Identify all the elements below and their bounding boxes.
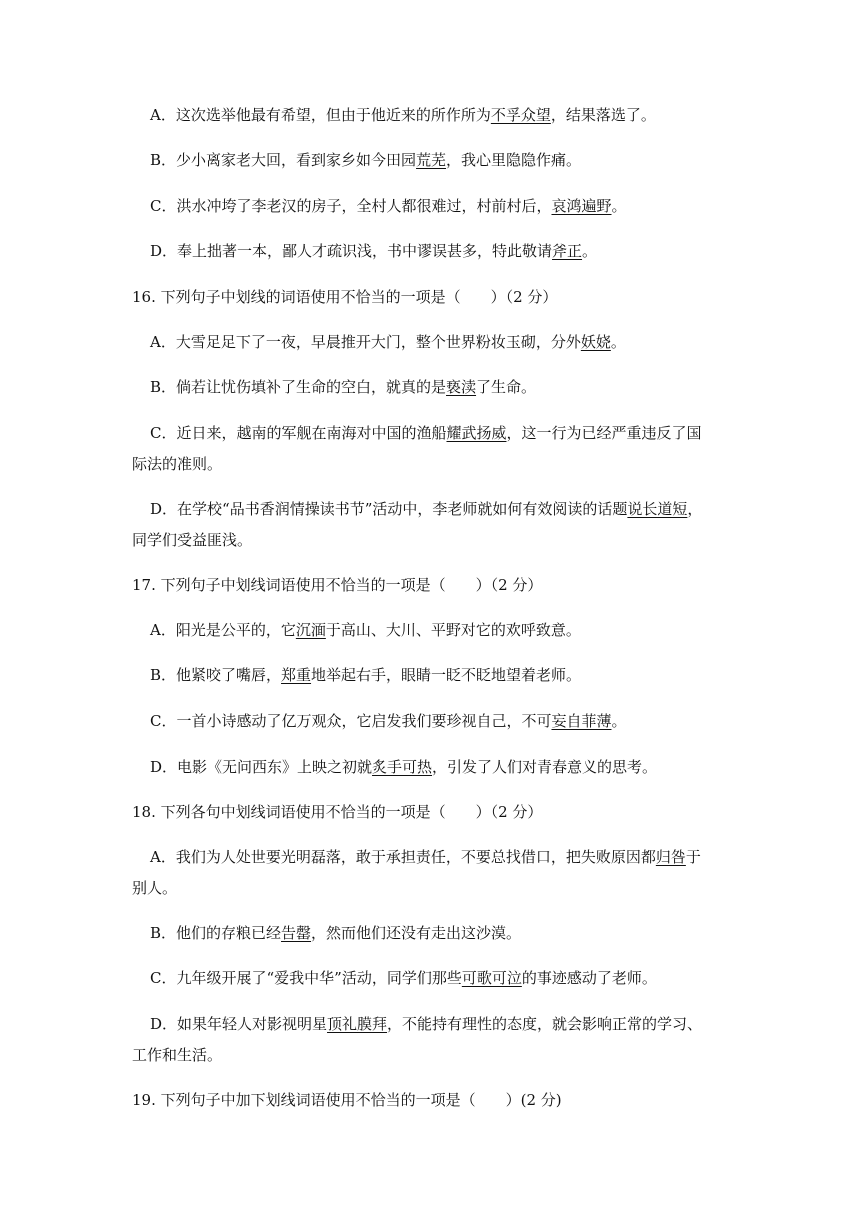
q16-option-b <box>0 377 860 397</box>
q16-option-a <box>0 332 860 352</box>
option-text: D．在学校“品书香润情操读书节”活动中，李老师就如何有效阅读的话题 <box>150 500 628 518</box>
underlined-term: 哀鸿遍野 <box>551 197 612 215</box>
q17-option-a <box>0 620 860 640</box>
option-text: ，这一行为已经严重违反了国 <box>506 424 702 442</box>
option-text: C．一首小诗感动了亿万观众，它启发我们要珍视自己，不可 <box>150 712 552 730</box>
q17-option-d <box>0 757 860 777</box>
underlined-term: 归咎 <box>655 848 686 866</box>
option-text: 。 <box>610 333 626 351</box>
option-text: D．奉上拙著一本，鄙人才疏识浅，书中谬误甚多，特此敬请 <box>150 242 553 260</box>
underlined-term: 沉湎 <box>295 621 326 639</box>
q16-stem: 16. 下列句子中划线的词语使用不恰当的一项是（ ）（2 分） <box>132 288 558 306</box>
q19-stem: 19. 下列句子中加下划线词语使用不恰当的一项是（ ）(2 分) <box>132 1091 562 1109</box>
q15-option-d <box>0 241 860 261</box>
option-text: B．他紧咬了嘴唇， <box>150 666 282 684</box>
q15-option-c <box>0 196 860 216</box>
underlined-term: 顶礼膜拜 <box>327 1015 388 1033</box>
option-text: A．这次选举他最有希望，但由于他近来的所作所为 <box>150 106 491 124</box>
underlined-term: 炙手可热 <box>372 758 433 776</box>
option-text: C．九年级开展了“爱我中华”活动，同学们那些 <box>150 969 462 987</box>
underlined-term: 斧正 <box>552 242 583 260</box>
q18-stem: 18. 下列各句中划线词语使用不恰当的一项是（ ）（2 分） <box>132 803 543 821</box>
option-text: ，然而他们还没有走出这沙漠。 <box>311 924 522 942</box>
underlined-term: 可歌可泣 <box>461 969 522 987</box>
option-text: ， <box>687 500 703 518</box>
q15-option-b <box>0 150 860 170</box>
underlined-term: 郑重 <box>281 666 312 684</box>
option-text: ，结果落选了。 <box>550 106 656 124</box>
q17-option-b <box>0 665 860 685</box>
option-text: C．洪水冲垮了李老汉的房子，全村人都很难过，村前村后， <box>150 197 552 215</box>
underlined-term: 妖娆 <box>580 333 611 351</box>
option-text: D．如果年轻人对影视明星 <box>150 1015 328 1033</box>
underlined-term: 不孚众望 <box>490 106 551 124</box>
option-text: ，我心里隐隐作痛。 <box>446 151 582 169</box>
q16-option-c <box>0 423 860 443</box>
option-text: B．少小离家老大回，看到家乡如今田园 <box>150 151 417 169</box>
option-text: A．我们为人处世要光明磊落，敢于承担责任，不要总找借口，把失败原因都 <box>150 848 656 866</box>
q16-option-c-continued: 际法的准则。 <box>132 455 223 473</box>
option-text: D．电影《无问西东》上映之初就 <box>150 758 373 776</box>
option-text: 。 <box>611 712 627 730</box>
q16-option-d <box>0 499 860 519</box>
option-text: ，不能持有理性的态度，就会影响正常的学习、 <box>387 1015 703 1033</box>
q18-option-d <box>0 1014 860 1034</box>
underlined-term: 说长道短 <box>627 500 688 518</box>
option-text: A．大雪足足下了一夜，早晨推开大门，整个世界粉妆玉砌，分外 <box>150 333 581 351</box>
option-text: 地举起右手，眼睛一眨不眨地望着老师。 <box>311 666 582 684</box>
option-text: 于 <box>685 848 701 866</box>
q16-option-d-continued: 同学们受益匪浅。 <box>132 531 253 549</box>
q15-option-a <box>0 105 860 125</box>
option-text: ，引发了人们对青春意义的思考。 <box>432 758 658 776</box>
q18-option-a-continued: 别人。 <box>132 879 178 897</box>
option-text: 。 <box>582 242 598 260</box>
option-text: C．近日来，越南的军舰在南海对中国的渔船 <box>150 424 447 442</box>
underlined-term: 荒芜 <box>416 151 447 169</box>
underlined-term: 亵渎 <box>446 378 477 396</box>
underlined-term: 耀武扬威 <box>446 424 507 442</box>
q17-stem: 17. 下列句子中划线词语使用不恰当的一项是（ ）（2 分） <box>132 576 543 594</box>
option-text: B．他们的存粮已经 <box>150 924 282 942</box>
option-text: 。 <box>611 197 627 215</box>
option-text: 的事迹感动了老师。 <box>521 969 657 987</box>
q18-option-a <box>0 847 860 867</box>
option-text: B．倘若让忧伤填补了生命的空白，就真的是 <box>150 378 447 396</box>
underlined-term: 告罄 <box>281 924 312 942</box>
option-text: A．阳光是公平的，它 <box>150 621 296 639</box>
underlined-term: 妄自菲薄 <box>551 712 612 730</box>
q17-option-c <box>0 711 860 731</box>
option-text: 了生命。 <box>476 378 537 396</box>
q18-option-c <box>0 968 860 988</box>
q18-option-d-continued: 工作和生活。 <box>132 1046 223 1064</box>
option-text: 于高山、大川、平野对它的欢呼致意。 <box>325 621 581 639</box>
q18-option-b <box>0 923 860 943</box>
